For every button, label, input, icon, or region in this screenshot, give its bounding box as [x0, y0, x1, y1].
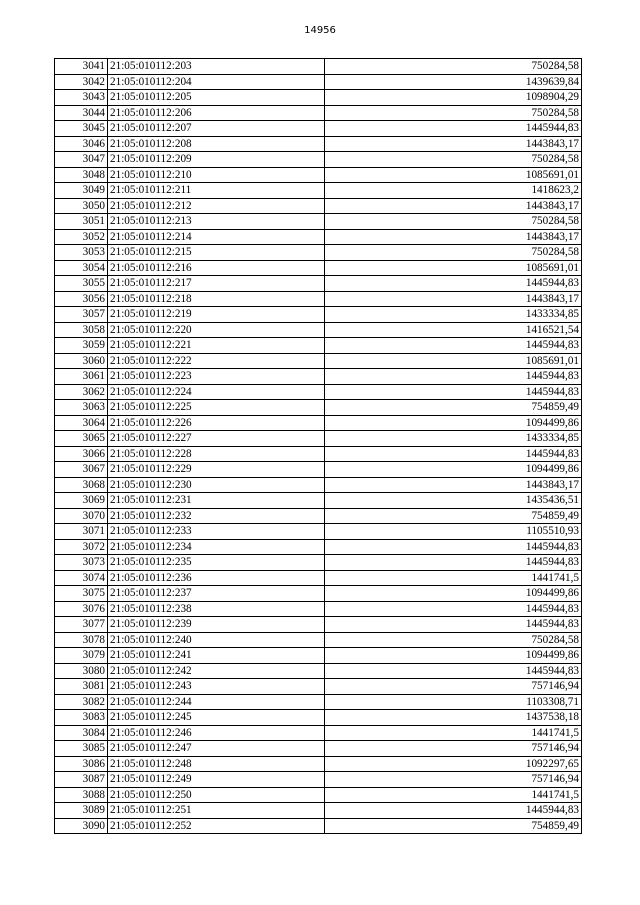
- row-number-cell: 3069: [55, 493, 108, 509]
- row-number-cell: 3066: [55, 446, 108, 462]
- table-row: [55, 136, 582, 152]
- cadastral-number-cell: 21:05:010112:247: [108, 741, 325, 757]
- row-number-cell: 3082: [55, 694, 108, 710]
- row-number-cell: 3057: [55, 307, 108, 323]
- cadastral-value-cell: 1416521,54: [325, 322, 582, 338]
- row-number-cell: 3055: [55, 276, 108, 292]
- cadastral-number-cell: 21:05:010112:219: [108, 307, 325, 323]
- cadastral-value-cell: 1443843,17: [325, 198, 582, 214]
- cadastral-number-cell: 21:05:010112:238: [108, 601, 325, 617]
- cadastral-value-cell: 1085691,01: [325, 260, 582, 276]
- cadastral-value-cell: 1435436,51: [325, 493, 582, 509]
- cadastral-number-cell: 21:05:010112:204: [108, 74, 325, 90]
- row-number-cell: 3045: [55, 121, 108, 137]
- table-row: [55, 663, 582, 679]
- cadastral-value-cell: 1445944,83: [325, 338, 582, 354]
- cadastral-value-cell: 1418623,2: [325, 183, 582, 199]
- row-number-cell: 3050: [55, 198, 108, 214]
- table-row: [55, 787, 582, 803]
- row-number-cell: 3090: [55, 818, 108, 834]
- table-row: [55, 384, 582, 400]
- row-number-cell: 3067: [55, 462, 108, 478]
- cadastral-number-cell: 21:05:010112:224: [108, 384, 325, 400]
- table-row: [55, 59, 582, 75]
- cadastral-number-cell: 21:05:010112:209: [108, 152, 325, 168]
- cadastral-number-cell: 21:05:010112:244: [108, 694, 325, 710]
- cadastral-value-cell: 1445944,83: [325, 617, 582, 633]
- row-number-cell: 3061: [55, 369, 108, 385]
- cadastral-number-cell: 21:05:010112:240: [108, 632, 325, 648]
- cadastral-value-cell: 1445944,83: [325, 121, 582, 137]
- table-row: [55, 369, 582, 385]
- cadastral-value-cell: 1443843,17: [325, 477, 582, 493]
- table-row: [55, 198, 582, 214]
- cadastral-value-cell: 1443843,17: [325, 291, 582, 307]
- table-row: [55, 183, 582, 199]
- table-row: [55, 291, 582, 307]
- cadastral-value-cell: 1445944,83: [325, 601, 582, 617]
- cadastral-number-cell: 21:05:010112:210: [108, 167, 325, 183]
- row-number-cell: 3041: [55, 59, 108, 75]
- cadastral-number-cell: 21:05:010112:229: [108, 462, 325, 478]
- cadastral-value-cell: 757146,94: [325, 772, 582, 788]
- table-row: [55, 431, 582, 447]
- cadastral-number-cell: 21:05:010112:236: [108, 570, 325, 586]
- table-row: [55, 477, 582, 493]
- row-number-cell: 3084: [55, 725, 108, 741]
- row-number-cell: 3049: [55, 183, 108, 199]
- cadastral-value-cell: 1094499,86: [325, 415, 582, 431]
- cadastral-value-cell: 1092297,65: [325, 756, 582, 772]
- cadastral-value-cell: 1445944,83: [325, 555, 582, 571]
- page-number: 14956: [304, 25, 336, 36]
- cadastral-value-cell: 1445944,83: [325, 446, 582, 462]
- table-row: [55, 214, 582, 230]
- cadastral-value-cell: 1094499,86: [325, 586, 582, 602]
- row-number-cell: 3072: [55, 539, 108, 555]
- row-number-cell: 3065: [55, 431, 108, 447]
- cadastral-value-cell: 1441741,5: [325, 725, 582, 741]
- cadastral-number-cell: 21:05:010112:232: [108, 508, 325, 524]
- cadastral-value-cell: 750284,58: [325, 152, 582, 168]
- cadastral-value-cell: 1433334,85: [325, 307, 582, 323]
- row-number-cell: 3086: [55, 756, 108, 772]
- cadastral-value-cell: 754859,49: [325, 400, 582, 416]
- cadastral-number-cell: 21:05:010112:212: [108, 198, 325, 214]
- table-row: [55, 508, 582, 524]
- cadastral-value-cell: 1441741,5: [325, 570, 582, 586]
- table-row: [55, 353, 582, 369]
- table-row: [55, 617, 582, 633]
- cadastral-number-cell: 21:05:010112:235: [108, 555, 325, 571]
- cadastral-value-cell: 1445944,83: [325, 276, 582, 292]
- table-row: [55, 446, 582, 462]
- row-number-cell: 3043: [55, 90, 108, 106]
- row-number-cell: 3062: [55, 384, 108, 400]
- table-row: [55, 307, 582, 323]
- cadastral-number-cell: 21:05:010112:217: [108, 276, 325, 292]
- row-number-cell: 3085: [55, 741, 108, 757]
- table-row: [55, 260, 582, 276]
- row-number-cell: 3051: [55, 214, 108, 230]
- row-number-cell: 3052: [55, 229, 108, 245]
- row-number-cell: 3083: [55, 710, 108, 726]
- cadastral-value-cell: 1094499,86: [325, 462, 582, 478]
- cadastral-value-cell: 1443843,17: [325, 229, 582, 245]
- cadastral-number-cell: 21:05:010112:248: [108, 756, 325, 772]
- table-row: [55, 167, 582, 183]
- cadastral-value-cell: 754859,49: [325, 508, 582, 524]
- row-number-cell: 3070: [55, 508, 108, 524]
- cadastral-number-cell: 21:05:010112:250: [108, 787, 325, 803]
- table-row: [55, 803, 582, 819]
- row-number-cell: 3063: [55, 400, 108, 416]
- table-row: [55, 648, 582, 664]
- cadastral-number-cell: 21:05:010112:249: [108, 772, 325, 788]
- cadastral-number-cell: 21:05:010112:227: [108, 431, 325, 447]
- row-number-cell: 3088: [55, 787, 108, 803]
- row-number-cell: 3077: [55, 617, 108, 633]
- row-number-cell: 3048: [55, 167, 108, 183]
- cadastral-number-cell: 21:05:010112:220: [108, 322, 325, 338]
- row-number-cell: 3064: [55, 415, 108, 431]
- table-row: [55, 772, 582, 788]
- cadastral-number-cell: 21:05:010112:252: [108, 818, 325, 834]
- cadastral-number-cell: 21:05:010112:237: [108, 586, 325, 602]
- cadastral-value-cell: 1085691,01: [325, 353, 582, 369]
- table-row: [55, 741, 582, 757]
- table-row: [55, 725, 582, 741]
- row-number-cell: 3044: [55, 105, 108, 121]
- table-row: [55, 493, 582, 509]
- cadastral-number-cell: 21:05:010112:205: [108, 90, 325, 106]
- cadastral-value-table: [54, 58, 582, 834]
- cadastral-value-cell: 1443843,17: [325, 136, 582, 152]
- row-number-cell: 3080: [55, 663, 108, 679]
- table-row: [55, 338, 582, 354]
- cadastral-number-cell: 21:05:010112:230: [108, 477, 325, 493]
- cadastral-value-cell: 1103308,71: [325, 694, 582, 710]
- cadastral-number-cell: 21:05:010112:242: [108, 663, 325, 679]
- cadastral-value-cell: 757146,94: [325, 741, 582, 757]
- table-row: [55, 415, 582, 431]
- cadastral-number-cell: 21:05:010112:218: [108, 291, 325, 307]
- cadastral-number-cell: 21:05:010112:228: [108, 446, 325, 462]
- cadastral-number-cell: 21:05:010112:208: [108, 136, 325, 152]
- cadastral-value-cell: 1445944,83: [325, 384, 582, 400]
- cadastral-number-cell: 21:05:010112:245: [108, 710, 325, 726]
- table-row: [55, 570, 582, 586]
- cadastral-number-cell: 21:05:010112:203: [108, 59, 325, 75]
- cadastral-number-cell: 21:05:010112:251: [108, 803, 325, 819]
- table-body: [55, 59, 582, 834]
- table-row: [55, 245, 582, 261]
- table-row: [55, 601, 582, 617]
- table-row: [55, 121, 582, 137]
- row-number-cell: 3087: [55, 772, 108, 788]
- table-row: [55, 632, 582, 648]
- cadastral-value-cell: 1439639,84: [325, 74, 582, 90]
- cadastral-value-cell: 1433334,85: [325, 431, 582, 447]
- cadastral-number-cell: 21:05:010112:214: [108, 229, 325, 245]
- cadastral-value-cell: 1085691,01: [325, 167, 582, 183]
- table-row: [55, 818, 582, 834]
- table-row: [55, 229, 582, 245]
- row-number-cell: 3089: [55, 803, 108, 819]
- row-number-cell: 3059: [55, 338, 108, 354]
- table-row: [55, 322, 582, 338]
- row-number-cell: 3071: [55, 524, 108, 540]
- cadastral-number-cell: 21:05:010112:222: [108, 353, 325, 369]
- cadastral-value-cell: 1445944,83: [325, 663, 582, 679]
- table-row: [55, 152, 582, 168]
- cadastral-number-cell: 21:05:010112:231: [108, 493, 325, 509]
- row-number-cell: 3076: [55, 601, 108, 617]
- cadastral-number-cell: 21:05:010112:243: [108, 679, 325, 695]
- table-row: [55, 756, 582, 772]
- row-number-cell: 3078: [55, 632, 108, 648]
- table-row: [55, 710, 582, 726]
- cadastral-number-cell: 21:05:010112:223: [108, 369, 325, 385]
- row-number-cell: 3054: [55, 260, 108, 276]
- cadastral-value-cell: 750284,58: [325, 105, 582, 121]
- row-number-cell: 3075: [55, 586, 108, 602]
- table-row: [55, 74, 582, 90]
- table-row: [55, 90, 582, 106]
- cadastral-value-cell: 750284,58: [325, 214, 582, 230]
- cadastral-value-cell: 1098904,29: [325, 90, 582, 106]
- row-number-cell: 3047: [55, 152, 108, 168]
- cadastral-value-cell: 1105510,93: [325, 524, 582, 540]
- cadastral-number-cell: 21:05:010112:239: [108, 617, 325, 633]
- cadastral-number-cell: 21:05:010112:225: [108, 400, 325, 416]
- row-number-cell: 3053: [55, 245, 108, 261]
- table-row: [55, 539, 582, 555]
- table-row: [55, 555, 582, 571]
- cadastral-value-cell: 750284,58: [325, 245, 582, 261]
- cadastral-value-cell: 750284,58: [325, 59, 582, 75]
- cadastral-value-cell: 1094499,86: [325, 648, 582, 664]
- table-row: [55, 679, 582, 695]
- row-number-cell: 3058: [55, 322, 108, 338]
- row-number-cell: 3068: [55, 477, 108, 493]
- table-row: [55, 400, 582, 416]
- row-number-cell: 3073: [55, 555, 108, 571]
- cadastral-number-cell: 21:05:010112:215: [108, 245, 325, 261]
- cadastral-value-cell: 754859,49: [325, 818, 582, 834]
- cadastral-value-cell: 750284,58: [325, 632, 582, 648]
- table-row: [55, 586, 582, 602]
- cadastral-number-cell: 21:05:010112:207: [108, 121, 325, 137]
- row-number-cell: 3074: [55, 570, 108, 586]
- cadastral-number-cell: 21:05:010112:246: [108, 725, 325, 741]
- table-row: [55, 276, 582, 292]
- cadastral-number-cell: 21:05:010112:241: [108, 648, 325, 664]
- table-row: [55, 524, 582, 540]
- cadastral-value-cell: 1437538,18: [325, 710, 582, 726]
- cadastral-number-cell: 21:05:010112:213: [108, 214, 325, 230]
- row-number-cell: 3060: [55, 353, 108, 369]
- cadastral-number-cell: 21:05:010112:226: [108, 415, 325, 431]
- row-number-cell: 3042: [55, 74, 108, 90]
- table-row: [55, 694, 582, 710]
- cadastral-number-cell: 21:05:010112:233: [108, 524, 325, 540]
- row-number-cell: 3079: [55, 648, 108, 664]
- cadastral-value-cell: 1441741,5: [325, 787, 582, 803]
- cadastral-value-cell: 1445944,83: [325, 369, 582, 385]
- cadastral-value-cell: 1445944,83: [325, 539, 582, 555]
- row-number-cell: 3081: [55, 679, 108, 695]
- table-row: [55, 462, 582, 478]
- row-number-cell: 3046: [55, 136, 108, 152]
- cadastral-value-cell: 1445944,83: [325, 803, 582, 819]
- table-row: [55, 105, 582, 121]
- cadastral-value-cell: 757146,94: [325, 679, 582, 695]
- cadastral-number-cell: 21:05:010112:216: [108, 260, 325, 276]
- row-number-cell: 3056: [55, 291, 108, 307]
- cadastral-number-cell: 21:05:010112:234: [108, 539, 325, 555]
- cadastral-number-cell: 21:05:010112:211: [108, 183, 325, 199]
- cadastral-number-cell: 21:05:010112:221: [108, 338, 325, 354]
- cadastral-number-cell: 21:05:010112:206: [108, 105, 325, 121]
